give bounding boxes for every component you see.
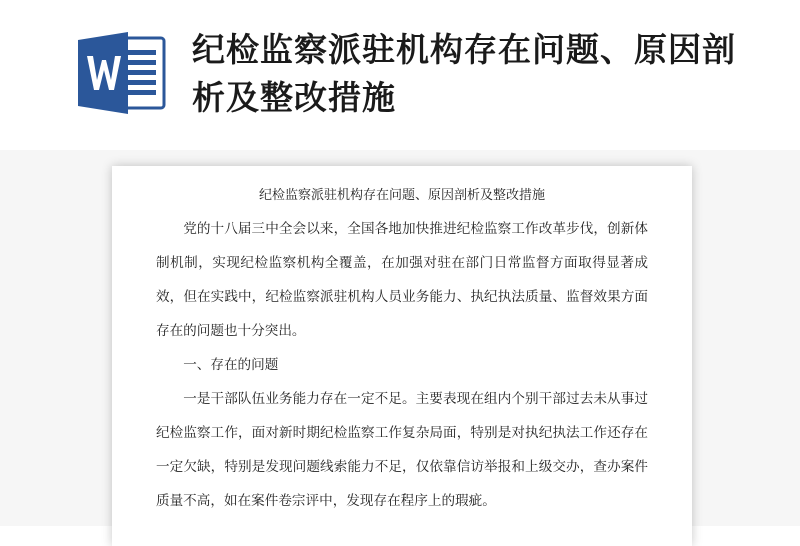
paragraph-problem-one: 一是干部队伍业务能力存在一定不足。主要表现在组内个别干部过去未从事过纪检监察工作，面对新时期纪检监察工作复杂局面，特别是对执纪执法工作还存在一定欠缺，特别是发现问题线索能力不足，仅依靠信访举报和上级交办，查办案件质量不高，如在案件卷宗评中，发现存在程序上的瑕疵。	[156, 391, 648, 509]
document-heading: 纪检监察派驻机构存在问题、原因剖析及整改措施	[258, 188, 545, 203]
document-body	[156, 212, 648, 518]
document-page	[112, 166, 692, 546]
word-document-icon	[74, 30, 166, 116]
paragraph-intro: 党的十八届三中全会以来，全国各地加快推进纪检监察工作改革步伐，创新体制机制，实现纪检监察机构全覆盖，在加强对驻在部门日常监督方面取得显著成效，但在实践中，纪检监察派驻机构人员业务能力、执纪执法质量、监督效果方面存在的问题也十分突出。	[156, 221, 648, 339]
page-title: 纪检监察派驻机构存在问题、原因剖析及整改措施	[192, 30, 736, 117]
section-heading-problems: 一、存在的问题	[183, 357, 279, 373]
